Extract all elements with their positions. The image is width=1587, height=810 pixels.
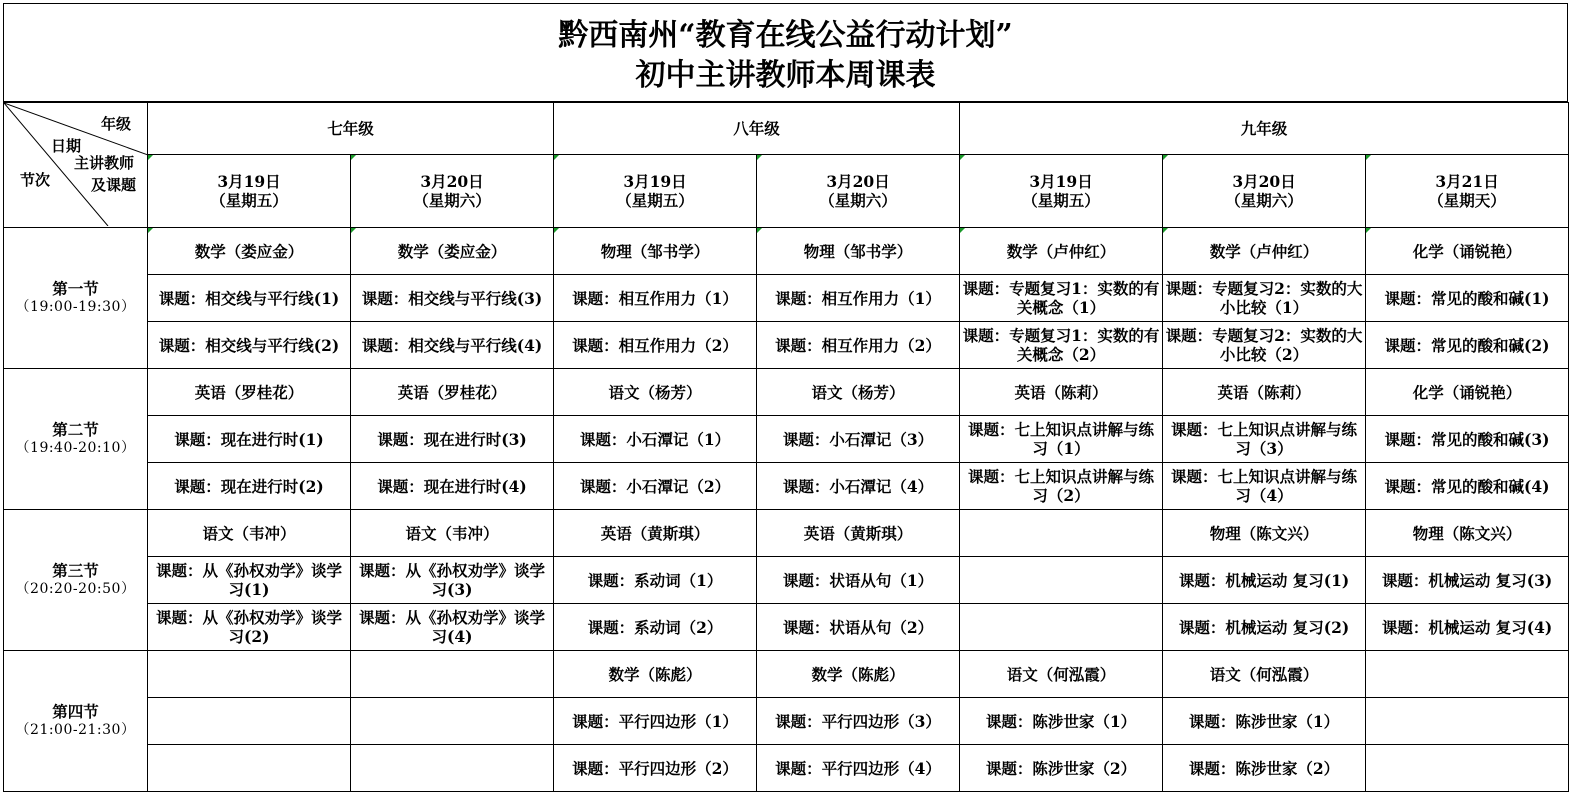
lesson-topic-cell: [1366, 698, 1569, 745]
lesson-topic-text: 课题：专题复习1：实数的有关概念（2）: [962, 326, 1160, 364]
lesson-topic-text: 课题：小石潭记（4）: [782, 476, 934, 496]
subject-teacher-text: 数学（卢仲红）: [1006, 241, 1116, 261]
date-weekday: （星期六）: [819, 191, 897, 210]
lesson-topic-text: 课题：七上知识点讲解与练习（1）: [968, 420, 1155, 458]
cell-marker: [148, 228, 153, 233]
cell-marker: [554, 155, 559, 160]
lesson-topic-text: 课题：常见的酸和碱(2): [1384, 335, 1550, 355]
subject-teacher-cell: [757, 369, 960, 416]
subject-teacher-text: 物理（邹书学）: [600, 241, 710, 261]
lesson-topic-cell: [960, 745, 1163, 792]
subject-teacher-cell: [148, 510, 351, 557]
subject-teacher-cell: [960, 369, 1163, 416]
page-title: 黔西南州“教育在线公益行动计划”: [558, 18, 1013, 53]
subject-teacher-cell: [757, 651, 960, 698]
period-time: （21:00-21:30）: [15, 722, 136, 738]
lesson-topic-cell: [351, 604, 554, 651]
lesson-topic-cell: [554, 322, 757, 369]
lesson-topic-cell: [148, 416, 351, 463]
period-label: [4, 651, 148, 792]
lesson-topic-cell: [757, 275, 960, 322]
lesson-topic-cell: [148, 322, 351, 369]
lesson-topic-text: 课题：相交线与平行线(2): [158, 335, 340, 355]
lesson-topic-text: 课题：七上知识点讲解与练习（4）: [1171, 467, 1358, 505]
lesson-topic-cell: [757, 604, 960, 651]
date-header: [148, 155, 351, 228]
subject-teacher-cell: [554, 369, 757, 416]
lesson-topic-cell: [148, 698, 351, 745]
lesson-topic-text: 课题：现在进行时(4): [377, 476, 527, 496]
subject-teacher-cell: [351, 369, 554, 416]
table-row: [4, 228, 1569, 275]
lesson-topic-text: 课题：系动词（2）: [587, 617, 723, 637]
subject-teacher-text: 数学（陈彪）: [608, 664, 702, 684]
lesson-topic-cell: [1163, 698, 1366, 745]
subject-teacher-text: 数学（娄应金）: [194, 241, 304, 261]
cell-marker: [757, 228, 762, 233]
period-label: [4, 510, 148, 651]
grade-header: 八年级: [554, 103, 960, 155]
subject-teacher-cell: [757, 228, 960, 275]
subject-teacher-cell: [1163, 228, 1366, 275]
table-row: [4, 604, 1569, 651]
lesson-topic-cell: [960, 557, 1163, 604]
lesson-topic-cell: [351, 322, 554, 369]
lesson-topic-text: 课题：常见的酸和碱(1): [1384, 288, 1550, 308]
subject-teacher-text: 数学（陈彪）: [811, 664, 905, 684]
subject-teacher-text: 英语（陈莉）: [1217, 382, 1311, 402]
lesson-topic-text: 课题：相交线与平行线(3): [361, 288, 543, 308]
date-weekday: （星期五）: [616, 191, 694, 210]
lesson-topic-text: 课题：七上知识点讲解与练习（3）: [1171, 420, 1358, 458]
lesson-topic-text: 课题：从《孙权劝学》谈学习(1): [155, 561, 342, 599]
period-name: 第四节: [52, 702, 99, 721]
lesson-topic-cell: [148, 557, 351, 604]
date-weekday: （星期天）: [1428, 191, 1506, 210]
lesson-topic-cell: [1163, 604, 1366, 651]
lesson-topic-text: 课题：机械运动 复习(1): [1178, 570, 1350, 590]
lesson-topic-text: 课题：专题复习2：实数的大小比较（2）: [1165, 326, 1363, 364]
table-row: [4, 510, 1569, 557]
lesson-topic-cell: [960, 275, 1163, 322]
lesson-topic-text: 课题：状语从句（2）: [782, 617, 934, 637]
subject-teacher-text: 英语（黄斯琪）: [600, 523, 710, 543]
subject-teacher-cell: [148, 369, 351, 416]
period-time: （20:20-20:50）: [15, 581, 136, 597]
lesson-topic-cell: [351, 698, 554, 745]
lesson-topic-text: 课题：小石潭记（1）: [579, 429, 731, 449]
date-header: [351, 155, 554, 228]
subject-teacher-text: 语文（杨芳）: [811, 382, 905, 402]
lesson-topic-text: 课题：陈涉世家（1）: [1188, 711, 1340, 731]
cell-marker: [148, 155, 153, 160]
corner-topic-label: 及课题: [91, 176, 137, 194]
lesson-topic-cell: [1366, 604, 1569, 651]
date-header: [757, 155, 960, 228]
lesson-topic-text: 课题：平行四边形（1）: [572, 711, 738, 731]
grade-header: 七年级: [148, 103, 554, 155]
cell-marker: [1366, 155, 1371, 160]
corner-period-label: 节次: [20, 171, 51, 189]
subject-teacher-cell: [1366, 369, 1569, 416]
subject-teacher-text: 数学（卢仲红）: [1209, 241, 1319, 261]
subject-teacher-cell: [1163, 369, 1366, 416]
table-row: [4, 651, 1569, 698]
lesson-topic-text: 课题：常见的酸和碱(3): [1384, 429, 1550, 449]
lesson-topic-cell: [1366, 275, 1569, 322]
lesson-topic-cell: [351, 275, 554, 322]
grade-header: 九年级: [960, 103, 1569, 155]
period-label: [4, 228, 148, 369]
date-day: 3月19日: [623, 172, 687, 191]
lesson-topic-text: 课题：专题复习2：实数的大小比较（1）: [1165, 279, 1363, 317]
date-weekday: （星期六）: [1225, 191, 1303, 210]
table-row: [4, 369, 1569, 416]
lesson-topic-cell: [1366, 745, 1569, 792]
lesson-topic-text: 课题：机械运动 复习(2): [1178, 617, 1350, 637]
lesson-topic-text: 课题：机械运动 复习(3): [1381, 570, 1553, 590]
lesson-topic-cell: [757, 698, 960, 745]
lesson-topic-text: 课题：七上知识点讲解与练习（2）: [968, 467, 1155, 505]
cell-marker: [1163, 155, 1168, 160]
lesson-topic-cell: [757, 416, 960, 463]
lesson-topic-cell: [148, 275, 351, 322]
table-row: [4, 698, 1569, 745]
lesson-topic-text: 课题：从《孙权劝学》谈学习(3): [359, 561, 546, 599]
lesson-topic-cell: [1163, 275, 1366, 322]
lesson-topic-cell: [351, 745, 554, 792]
subject-teacher-cell: [1366, 651, 1569, 698]
lesson-topic-cell: [148, 604, 351, 651]
subject-teacher-cell: [1366, 228, 1569, 275]
subject-teacher-cell: [554, 228, 757, 275]
cell-marker: [757, 155, 762, 160]
subject-teacher-cell: [351, 510, 554, 557]
lesson-topic-text: 课题：系动词（1）: [587, 570, 723, 590]
subject-teacher-cell: [554, 651, 757, 698]
lesson-topic-text: 课题：从《孙权劝学》谈学习(2): [155, 608, 342, 646]
subject-teacher-text: 语文（何泓霞）: [1209, 664, 1319, 684]
lesson-topic-text: 课题：现在进行时(2): [174, 476, 324, 496]
subject-teacher-text: 英语（陈莉）: [1014, 382, 1108, 402]
subject-teacher-text: 化学（诵锐艳）: [1412, 382, 1522, 402]
lesson-topic-text: 课题：平行四边形（2）: [572, 758, 738, 778]
lesson-topic-cell: [757, 745, 960, 792]
lesson-topic-text: 课题：机械运动 复习(4): [1381, 617, 1553, 637]
subject-teacher-cell: [1366, 510, 1569, 557]
lesson-topic-cell: [351, 557, 554, 604]
lesson-topic-cell: [960, 698, 1163, 745]
date-weekday: （星期五）: [1022, 191, 1100, 210]
period-time: （19:40-20:10）: [15, 440, 136, 456]
period-time: （19:00-19:30）: [15, 299, 136, 315]
lesson-topic-cell: [1163, 463, 1366, 510]
subject-teacher-text: 英语（罗桂花）: [194, 382, 304, 402]
lesson-topic-cell: [1366, 463, 1569, 510]
lesson-topic-cell: [1366, 557, 1569, 604]
title-band: [3, 3, 1568, 102]
date-day: 3月20日: [826, 172, 890, 191]
lesson-topic-cell: [757, 322, 960, 369]
subject-teacher-cell: [757, 510, 960, 557]
timetable: [3, 102, 1569, 792]
lesson-topic-cell: [960, 463, 1163, 510]
lesson-topic-cell: [554, 745, 757, 792]
date-header: [554, 155, 757, 228]
corner-date-label: 日期: [51, 137, 82, 155]
lesson-topic-text: 课题：陈涉世家（2）: [1188, 758, 1340, 778]
lesson-topic-text: 课题：相互作用力（2）: [775, 335, 941, 355]
date-day: 3月19日: [1029, 172, 1093, 191]
lesson-topic-text: 课题：相互作用力（2）: [572, 335, 738, 355]
date-day: 3月20日: [420, 172, 484, 191]
subject-teacher-text: 语文（杨芳）: [608, 382, 702, 402]
corner-grade-label: 年级: [101, 115, 132, 133]
lesson-topic-text: 课题：常见的酸和碱(4): [1384, 476, 1550, 496]
subject-teacher-text: 英语（罗桂花）: [397, 382, 507, 402]
cell-marker: [351, 228, 356, 233]
lesson-topic-cell: [351, 463, 554, 510]
subject-teacher-text: 英语（黄斯琪）: [803, 523, 913, 543]
subject-teacher-text: 化学（诵锐艳）: [1412, 241, 1522, 261]
period-label: [4, 369, 148, 510]
table-row: [4, 557, 1569, 604]
lesson-topic-cell: [554, 416, 757, 463]
lesson-topic-text: 课题：现在进行时(1): [174, 429, 324, 449]
cell-marker: [1366, 228, 1371, 233]
lesson-topic-text: 课题：现在进行时(3): [377, 429, 527, 449]
cell-marker: [351, 155, 356, 160]
table-row: [4, 275, 1569, 322]
lesson-topic-cell: [351, 416, 554, 463]
period-name: 第一节: [52, 279, 99, 298]
lesson-topic-cell: [1163, 557, 1366, 604]
date-header: [1366, 155, 1569, 228]
lesson-topic-text: 课题：陈涉世家（1）: [985, 711, 1137, 731]
lesson-topic-cell: [757, 463, 960, 510]
date-weekday: （星期六）: [413, 191, 491, 210]
lesson-topic-cell: [554, 698, 757, 745]
subject-teacher-cell: [148, 228, 351, 275]
date-day: 3月21日: [1435, 172, 1499, 191]
lesson-topic-text: 课题：状语从句（1）: [782, 570, 934, 590]
subject-teacher-cell: [960, 651, 1163, 698]
subject-teacher-cell: [1163, 510, 1366, 557]
lesson-topic-cell: [148, 745, 351, 792]
lesson-topic-text: 课题：小石潭记（2）: [579, 476, 731, 496]
date-weekday: （星期五）: [210, 191, 288, 210]
lesson-topic-cell: [1366, 416, 1569, 463]
cell-marker: [960, 155, 965, 160]
subject-teacher-text: 语文（韦冲）: [405, 523, 499, 543]
lesson-topic-text: 课题：相互作用力（1）: [775, 288, 941, 308]
subject-teacher-text: 数学（娄应金）: [397, 241, 507, 261]
lesson-topic-cell: [757, 557, 960, 604]
lesson-topic-cell: [148, 463, 351, 510]
table-row: [4, 463, 1569, 510]
lesson-topic-text: 课题：专题复习1：实数的有关概念（1）: [962, 279, 1160, 317]
lesson-topic-text: 课题：平行四边形（4）: [775, 758, 941, 778]
header-corner: [4, 103, 148, 228]
date-header: [960, 155, 1163, 228]
date-day: 3月19日: [217, 172, 281, 191]
lesson-topic-cell: [960, 604, 1163, 651]
corner-teacher-label: 主讲教师: [74, 154, 135, 172]
lesson-topic-text: 课题：相交线与平行线(4): [361, 335, 543, 355]
subject-teacher-cell: [960, 510, 1163, 557]
table-row: [4, 416, 1569, 463]
cell-marker: [554, 228, 559, 233]
lesson-topic-cell: [1163, 745, 1366, 792]
table-row: [4, 745, 1569, 792]
lesson-topic-text: 课题：陈涉世家（2）: [985, 758, 1137, 778]
subject-teacher-cell: [554, 510, 757, 557]
subject-teacher-text: 物理（邹书学）: [803, 241, 913, 261]
date-header: [1163, 155, 1366, 228]
table-row: [4, 322, 1569, 369]
lesson-topic-text: 课题：相交线与平行线(1): [158, 288, 340, 308]
subject-teacher-text: 物理（陈文兴）: [1412, 523, 1522, 543]
period-name: 第二节: [52, 420, 99, 439]
period-name: 第三节: [52, 561, 99, 580]
lesson-topic-cell: [960, 416, 1163, 463]
lesson-topic-cell: [554, 463, 757, 510]
lesson-topic-text: 课题：平行四边形（3）: [775, 711, 941, 731]
cell-marker: [960, 228, 965, 233]
lesson-topic-cell: [554, 604, 757, 651]
subject-teacher-cell: [351, 228, 554, 275]
lesson-topic-cell: [554, 557, 757, 604]
subject-teacher-text: 语文（何泓霞）: [1006, 664, 1116, 684]
lesson-topic-text: 课题：从《孙权劝学》谈学习(4): [359, 608, 546, 646]
page-subtitle: 初中主讲教师本周课表: [635, 58, 936, 93]
lesson-topic-text: 课题：小石潭记（3）: [782, 429, 934, 449]
subject-teacher-cell: [148, 651, 351, 698]
subject-teacher-text: 语文（韦冲）: [202, 523, 296, 543]
cell-marker: [1163, 228, 1168, 233]
subject-teacher-cell: [960, 228, 1163, 275]
subject-teacher-cell: [1163, 651, 1366, 698]
subject-teacher-cell: [351, 651, 554, 698]
lesson-topic-cell: [1366, 322, 1569, 369]
subject-teacher-text: 物理（陈文兴）: [1209, 523, 1319, 543]
date-day: 3月20日: [1232, 172, 1296, 191]
lesson-topic-cell: [1163, 322, 1366, 369]
lesson-topic-cell: [554, 275, 757, 322]
lesson-topic-cell: [960, 322, 1163, 369]
lesson-topic-text: 课题：相互作用力（1）: [572, 288, 738, 308]
lesson-topic-cell: [1163, 416, 1366, 463]
